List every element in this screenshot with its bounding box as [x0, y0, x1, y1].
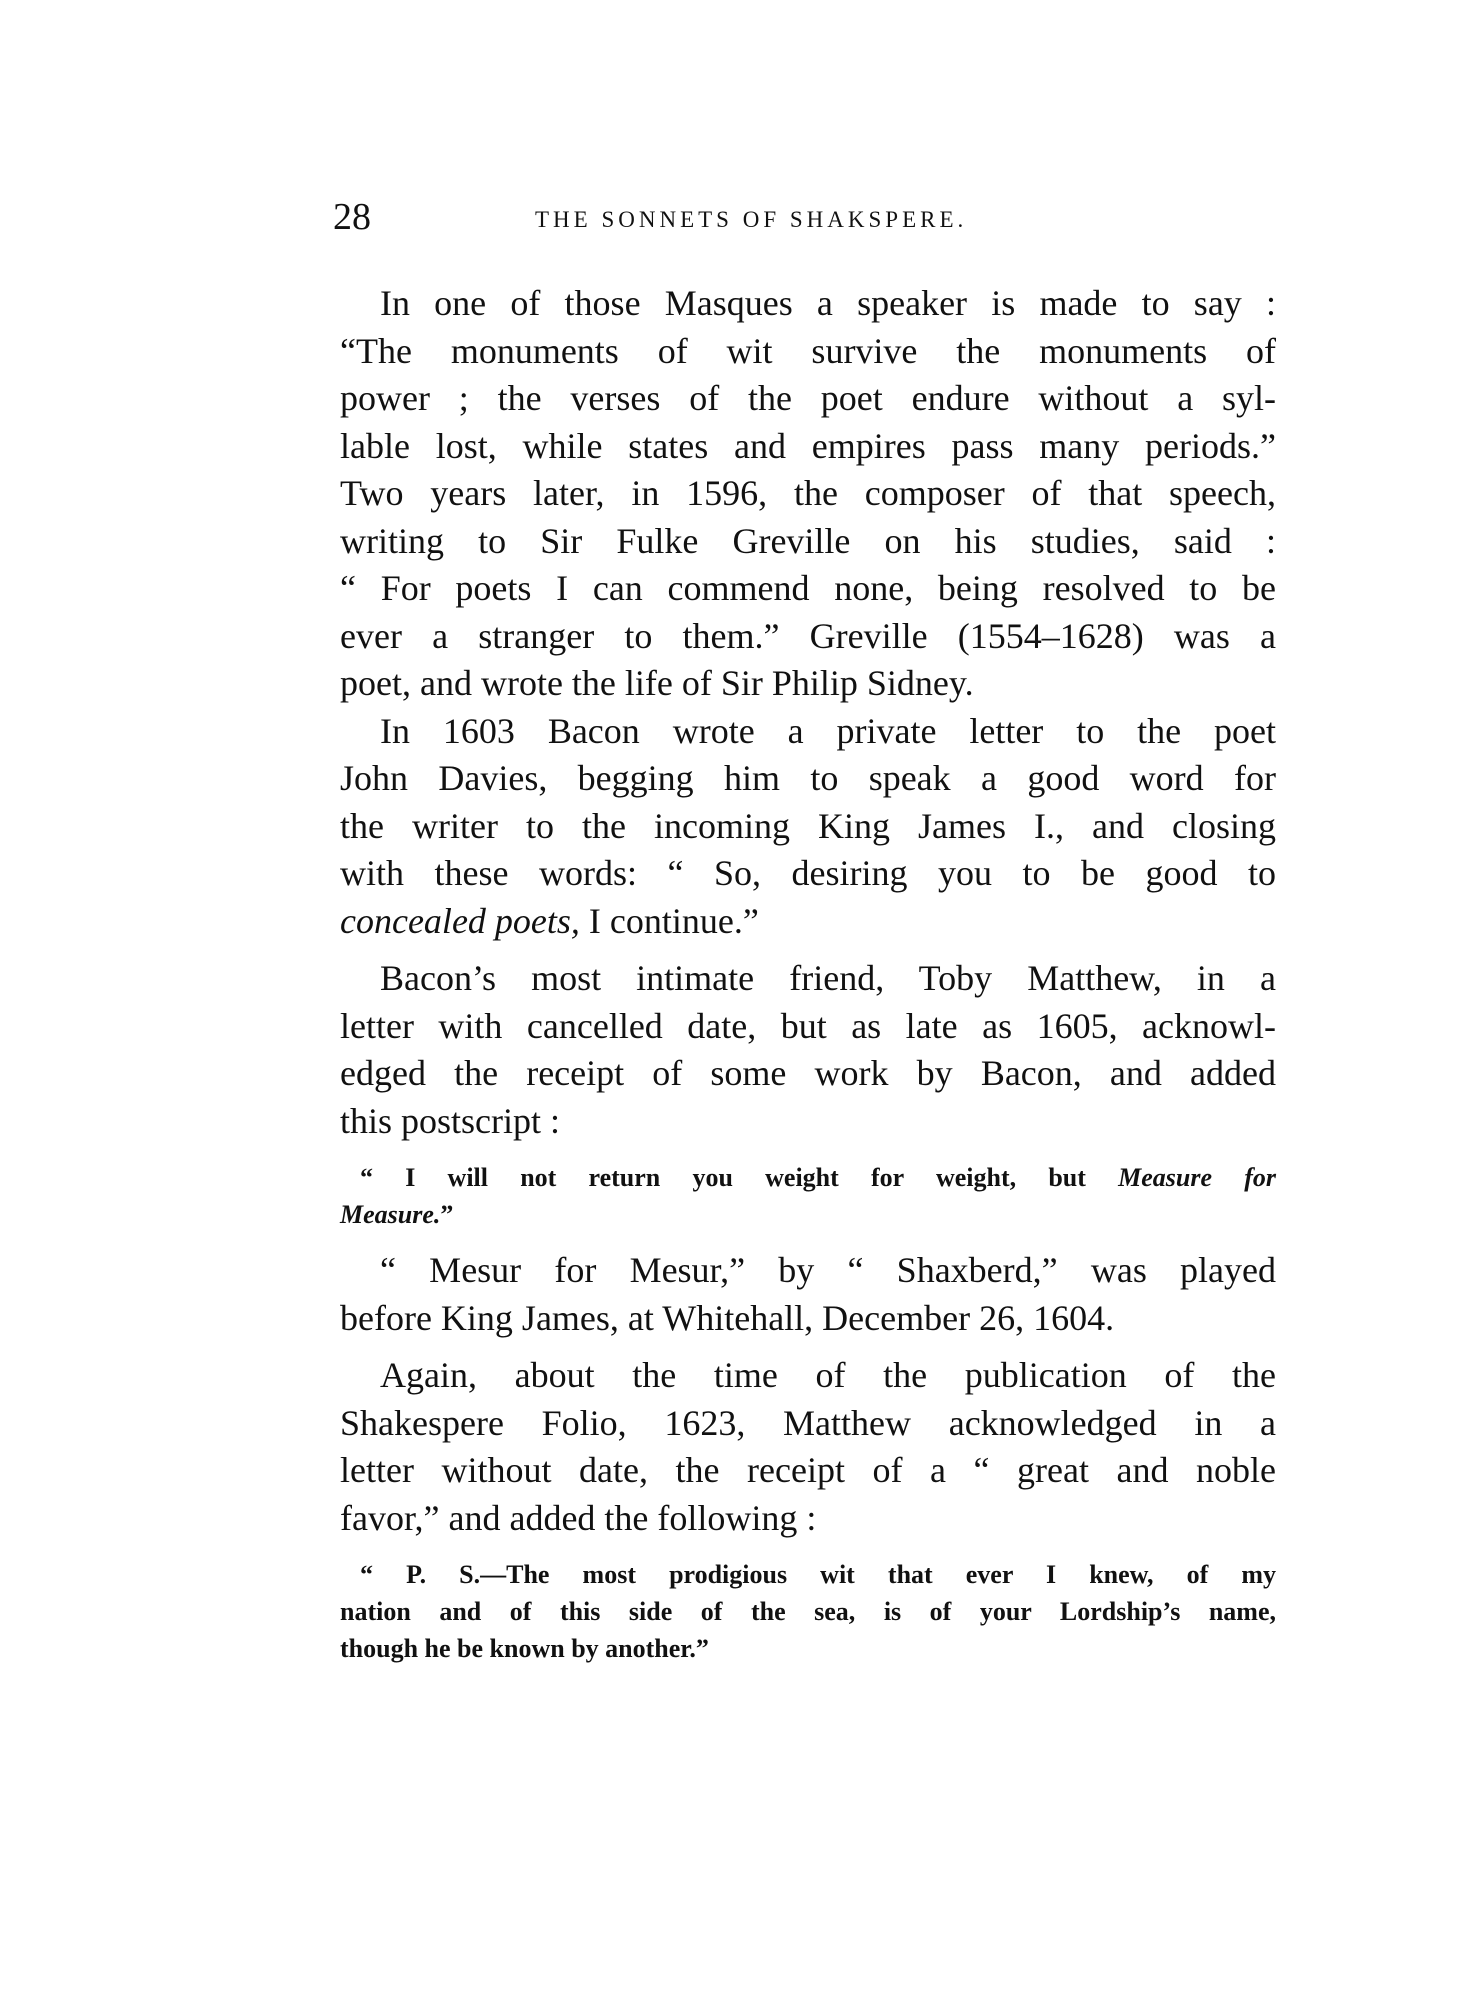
quote-line: nation and of this side of the sea, is of your Lordship’s name, — [340, 1597, 1276, 1626]
running-title: THE SONNETS OF SHAKSPERE. — [535, 207, 968, 232]
block-quote-postscript — [340, 1556, 1276, 1667]
block-quote-measure — [340, 1159, 1276, 1233]
quote-line: “ P. S.—The most prodigious wit that ever I knew, of my — [360, 1560, 1276, 1589]
text-line: edged the receipt of some work by Bacon, and added — [340, 1053, 1276, 1093]
text-line: power ; the verses of the poet endure without a syl- — [340, 378, 1276, 418]
text-line: the writer to the incoming King James I., and closing — [340, 805, 1276, 846]
paragraph-folio — [340, 1352, 1276, 1542]
quote-line — [340, 1159, 1276, 1196]
body-text — [340, 280, 1276, 1667]
text-line: letter without date, the receipt of a “ great and noble — [340, 1450, 1276, 1490]
text-line: writing to Sir Fulke Greville on his studies, said : — [340, 520, 1276, 561]
quote-line — [340, 1196, 1276, 1233]
text-line: lable lost, while states and empires pass many periods.” — [340, 425, 1276, 466]
text-span: I continue.” — [579, 900, 759, 941]
text-line — [340, 898, 1276, 946]
italic-text: Measure for — [1118, 1163, 1277, 1192]
text-line: before King James, at Whitehall, December 26, 1604. — [340, 1297, 1115, 1338]
paragraph-mesur — [340, 1247, 1276, 1342]
page-number: 28 — [333, 196, 371, 238]
text-line: In 1603 Bacon wrote a private letter to the poet — [380, 710, 1276, 751]
text-line: Two years later, in 1596, the composer of that speech, — [340, 473, 1276, 513]
paragraph-davies-letter — [340, 708, 1276, 946]
text-line: “ For poets I can commend none, being resolved to be — [340, 568, 1276, 608]
text-line: “ Mesur for Mesur,” by “ Shaxberd,” was played — [380, 1250, 1276, 1290]
text-line: with these words: “ So, desiring you to be good to — [340, 853, 1276, 893]
text-line: Shakespere Folio, 1623, Matthew acknowledged in a — [340, 1402, 1276, 1443]
text-line: John Davies, begging him to speak a good word for — [340, 758, 1276, 798]
text-line: Bacon’s most intimate friend, Toby Matthew, in a — [380, 958, 1276, 998]
text-line: this postscript : — [340, 1100, 561, 1141]
text-line: letter with cancelled date, but as late as 1605, acknowl- — [340, 1005, 1276, 1046]
text-line: “The monuments of wit survive the monuments of — [340, 330, 1276, 371]
text-span: “ I will not return you weight for weight, but — [360, 1163, 1119, 1192]
text-span: ” — [440, 1200, 454, 1229]
text-line: poet, and wrote the life of Sir Philip Sidney. — [340, 663, 974, 703]
paragraph-matthew-letter — [340, 955, 1276, 1145]
page-header — [333, 195, 1293, 245]
text-line: Again, about the time of the publication of the — [380, 1355, 1276, 1395]
italic-text: Measure. — [340, 1200, 441, 1229]
text-line: ever a stranger to them.” Greville (1554–1628) was a — [340, 615, 1276, 656]
text-line: favor,” and added the following : — [340, 1497, 817, 1538]
text-line: In one of those Masques a speaker is made to say : — [380, 283, 1276, 323]
paragraph-masques — [340, 280, 1276, 708]
italic-text: concealed poets, — [340, 900, 580, 941]
quote-line: though he be known by another.” — [340, 1634, 709, 1663]
